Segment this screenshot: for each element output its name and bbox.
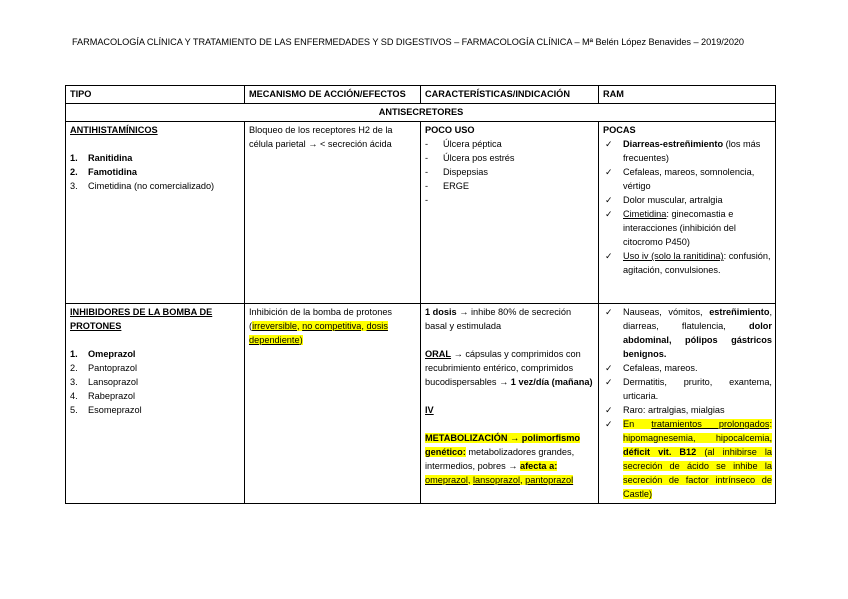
ram-list [603, 137, 772, 277]
table-row-antihistaminicos [66, 122, 776, 304]
list-item: ✓ Nauseas, vómitos, estreñimiento, diarreas, flatulencia, dolor abdominal, pólipos gástricos benignos. [603, 305, 772, 361]
list-item: - ERGE [425, 179, 595, 193]
list-item: 2. Pantoprazol [70, 363, 138, 373]
page-header: FARMACOLOGÍA CLÍNICA Y TRATAMIENTO DE LAS ENFERMEDADES Y SD DIGESTIVOS – FARMACOLOGÍA CLÍNICA – Mª Belén López Benavides – 2019/2020 [72, 37, 744, 47]
list-item: ✓ Dermatitis, prurito, exantema, urticaria. [603, 375, 772, 403]
table-header-row [66, 86, 776, 104]
col-header-mecanismo: MECANISMO DE ACCIÓN/EFECTOS [245, 86, 421, 104]
drug-list [70, 151, 241, 193]
cell-ram [599, 122, 776, 304]
cell-ram [599, 304, 776, 504]
list-item: 3. Cimetidina (no comercializado) [70, 181, 215, 191]
drug-class-title: INHIBIDORES DE LA BOMBA DE PROTONES [70, 307, 213, 331]
list-item: ✓ Dolor muscular, artralgia [603, 193, 772, 207]
list-item: 4. Rabeprazol [70, 391, 135, 401]
indication-list [425, 137, 595, 193]
drug-list [70, 347, 241, 417]
usage-title: POCO USO [425, 125, 475, 135]
col-header-caracteristicas: CARACTERÍSTICAS/INDICACIÓN [421, 86, 599, 104]
oral-text: ORAL → cápsulas y comprimidos con recubrimiento entérico, comprimidos bucodispersables → 1 vez/día (mañana) [425, 349, 593, 387]
section-title: ANTISECRETORES [66, 104, 776, 122]
cell-caracteristicas [421, 122, 599, 304]
list-item: 1. Omeprazol [70, 349, 136, 359]
dose-text: 1 dosis → inhibe 80% de secreción basal y estimulada [425, 307, 572, 331]
list-item: - Úlcera pos estrés [425, 151, 595, 165]
list-item: 5. Esomeprazol [70, 405, 142, 415]
list-item: - Dispepsias [425, 165, 595, 179]
list-item: ✓ Diarreas-estreñimiento (los más frecuentes) [603, 137, 772, 165]
drug-class-title: ANTIHISTAMÍNICOS [70, 125, 158, 135]
list-item: 2. Famotidina [70, 167, 138, 177]
list-item: ✓ En tratamientos prolongados: hipomagnesemia, hipocalcemia, déficit vit. B12 (al inhibirse la secreción de ácido se inhibe la secreción de factor intrínseco de Castle) [603, 417, 772, 501]
drug-table [65, 85, 776, 504]
col-header-tipo: TIPO [66, 86, 245, 104]
iv-label: IV [425, 405, 434, 415]
list-item: 1. Ranitidina [70, 153, 133, 163]
metabolism-text: METABOLIZACIÓN → polimorfismo genético: metabolizadores grandes, intermedios, pobres → afecta a: omeprazol, lansoprazol, pantoprazol [425, 433, 580, 485]
ram-list [603, 305, 772, 501]
section-row [66, 104, 776, 122]
list-item: ✓ Cimetidina: ginecomastia e interacciones (inhibición del citocromo P450) [603, 207, 772, 249]
list-item: ✓ Cefaleas, mareos. [603, 361, 772, 375]
list-item: 3. Lansoprazol [70, 377, 139, 387]
table-row-ibp [66, 304, 776, 504]
list-item: ✓ Cefaleas, mareos, somnolencia, vértigo [603, 165, 772, 193]
list-item: ✓ Raro: artralgias, mialgias [603, 403, 772, 417]
list-item: ✓ Uso iv (solo la ranitidina): confusión, agitación, convulsiones. [603, 249, 772, 277]
cell-mecanismo: Bloqueo de los receptores H2 de la célula parietal → < secreción ácida [245, 122, 421, 304]
cell-caracteristicas [421, 304, 599, 504]
ram-title: POCAS [603, 125, 636, 135]
col-header-ram: RAM [599, 86, 776, 104]
cell-tipo [66, 122, 245, 304]
cell-mecanismo: Inhibición de la bomba de protones (irreversible, no competitiva, dosis dependiente) [245, 304, 421, 504]
list-item: - Úlcera péptica [425, 137, 595, 151]
cell-tipo [66, 304, 245, 504]
